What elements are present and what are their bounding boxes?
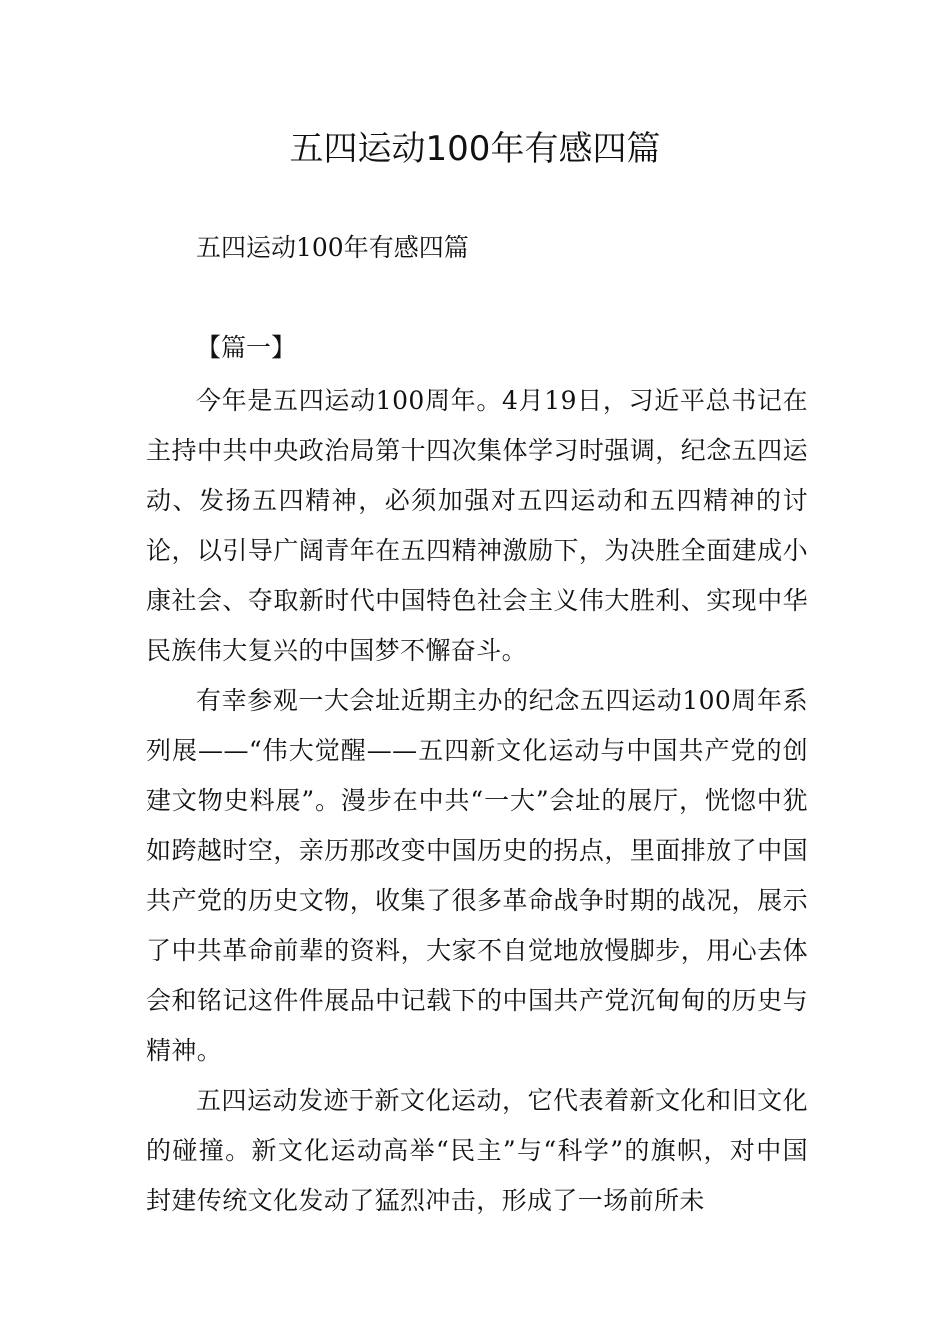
paragraph-1: 今年是五四运动100周年。4月19日，习近平总书记在主持中共中央政治局第十四次集体学习时强调，纪念五四运动、发扬五四精神，必须加强对五四运动和五四精神的讨论，以引导广阔青年在五四精神激励下，为决胜全面建成小康社会、夺取新时代中国特色社会主义伟大胜利、实现中华民族伟大复兴的中国梦不懈奋斗。	[146, 386, 808, 665]
paragraph-3: 五四运动发迹于新文化运动，它代表着新文化和旧文化的碰撞。新文化运动高举“民主”与“科学”的旗帜，对中国封建传统文化发动了猛烈冲击，形成了一场前所未	[146, 1086, 808, 1215]
document-title: 五四运动100年有感四篇	[289, 129, 661, 169]
paragraph-2: 有幸参观一大会址近期主办的纪念五四运动100周年系列展——“伟大觉醒——五四新文化运动与中国共产党的创建文物史料展”。漫步在中共“一大”会址的展厅，恍惚中犹如跨越时空，亲历那改变中国历史的拐点，里面排放了中国共产党的历史文物，收集了很多革命战争时期的战况，展示了中共革命前辈的资料，大家不自觉地放慢脚步，用心去体会和铭记这件件展品中记载下的中国共产党沉甸甸的历史与精神。	[146, 686, 808, 1065]
document-subtitle: 五四运动100年有感四篇	[196, 233, 469, 262]
section-heading: 【篇一】	[196, 333, 297, 362]
document-body	[146, 376, 808, 1226]
